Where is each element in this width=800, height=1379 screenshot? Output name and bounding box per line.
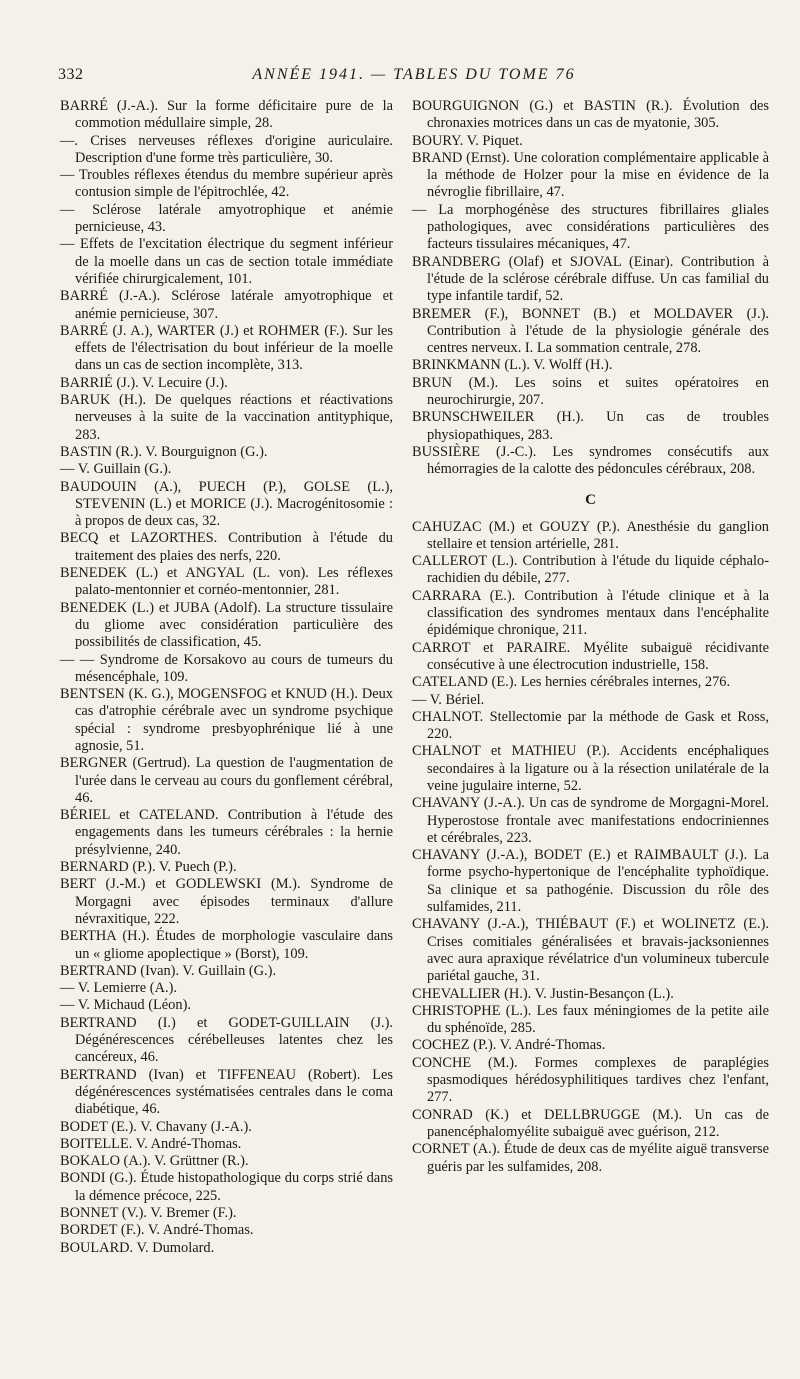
index-entry: BASTIN (R.). V. Bourguignon (G.). bbox=[60, 443, 268, 460]
index-entry: CONCHE (M.). Formes complexes de paraplégies spasmodiques hérédosyphilitiques tardives chez l'enfant, 277. bbox=[412, 1054, 769, 1106]
index-entry: CHALNOT et MATHIEU (P.). Accidents encéphaliques secondaires à la ligature ou à la résection unilatérale de la veine jugulaire interne, 52. bbox=[412, 743, 769, 794]
index-entry: — V. Guillain (G.). bbox=[60, 461, 172, 478]
index-entry: BERTRAND (Ivan) et TIFFENEAU (Robert). Les dégénérescences systématisées centrales dans le coma diabétique, 46. bbox=[60, 1066, 393, 1118]
index-entry: BAUDOUIN (A.), PUECH (P.), GOLSE (L.), STEVENIN (L.) et MORICE (J.). Macrogénitosomie : à propos de deux cas, 32. bbox=[60, 478, 393, 530]
index-entry: BOITELLE. V. André-Thomas. bbox=[60, 1135, 242, 1152]
index-entry: BUSSIÈRE (J.-C.). Les syndromes consécutifs aux hémorragies de la calotte des pédoncules cérébraux, 208. bbox=[412, 443, 769, 478]
index-entry: BECQ et LAZORTHES. Contribution à l'étude du traitement des plaies des nerfs, 220. bbox=[60, 530, 393, 564]
index-entry: CHEVALLIER (H.). V. Justin-Besançon (L.). bbox=[412, 985, 674, 1002]
index-entry: CORNET (A.). Étude de deux cas de myélite aiguë transverse guéris par les sulfamides, 208. bbox=[412, 1141, 769, 1175]
index-entry: — Troubles réflexes étendus du membre supérieur après contusion simple de l'épitrochlée, 42. bbox=[60, 167, 393, 201]
index-entry: BRINKMANN (L.). V. Wolff (H.). bbox=[412, 357, 613, 374]
index-entry: BONNET (V.). V. Bremer (F.). bbox=[60, 1205, 237, 1221]
index-entry: BENTSEN (K. G.), MOGENSFOG et KNUD (H.). Deux cas d'atrophie cérébrale avec un syndrome psychique spécial : syndrome presbyophrénique lié à une agnosie, 51. bbox=[60, 686, 393, 754]
index-entry: BRANDBERG (Olaf) et SJOVAL (Einar). Contribution à l'étude de la sclérose cérébrale diffuse. Un cas familial du type infantile tardif, 52. bbox=[412, 253, 769, 305]
index-entry: BENEDEK (L.) et JUBA (Adolf). La structure tissulaire du gliome avec considération particulière des possibilités de classification, 45. bbox=[60, 599, 393, 651]
index-entry: CATELAND (E.). Les hernies cérébrales internes, 276. bbox=[412, 674, 731, 691]
index-entry: BOURGUIGNON (G.) et BASTIN (R.). Évolution des chronaxies motrices dans un cas de myatonie, 305. bbox=[412, 98, 769, 132]
index-entry: BARUK (H.). De quelques réactions et réactivations nerveuses à la suite de la vaccination antityphique, 283. bbox=[60, 392, 393, 443]
index-entry: BENEDEK (L.) et ANGYAL (L. von). Les réflexes palato-mentonnier et cornéo-mentonnier, 281. bbox=[60, 565, 393, 599]
index-entry: COCHEZ (P.). V. André-Thomas. bbox=[412, 1037, 606, 1054]
index-entry: CARRARA (E.). Contribution à l'étude clinique et à la classification des syndromes mentaux dans l'encéphalite épidémique chronique, 211. bbox=[412, 587, 769, 639]
index-entry: CAHUZAC (M.) et GOUZY (P.). Anesthésie du ganglion stellaire et tension artérielle, 281. bbox=[412, 518, 769, 552]
index-entry: BERT (J.-M.) et GODLEWSKI (M.). Syndrome de Morgagni avec épisodes terminaux d'allure névraxitique, 222. bbox=[60, 876, 393, 927]
index-entry: CONRAD (K.) et DELLBRUGGE (M.). Un cas de panencéphalomyélite subaiguë avec guérison, 212. bbox=[412, 1106, 769, 1140]
page-number: 332 bbox=[58, 66, 84, 83]
index-entry: BOULARD. V. Dumolard. bbox=[60, 1239, 215, 1256]
index-entry: BODET (E.). V. Chavany (J.-A.). bbox=[60, 1118, 252, 1135]
index-entry: —. Crises nerveuses réflexes d'origine auriculaire. Description d'une forme très particulière, 30. bbox=[60, 132, 393, 166]
letter-c-entries bbox=[412, 519, 769, 1176]
index-entry: — V. Michaud (Léon). bbox=[60, 997, 191, 1014]
index-entry: — La morphogénèse des structures fibrillaires gliales pathologiques, avec considérations particulières des facteurs tissulaires mécaniques, 47. bbox=[412, 201, 769, 253]
index-entry: BORDET (F.). V. André-Thomas. bbox=[60, 1222, 254, 1239]
index-entry: BREMER (F.), BONNET (B.) et MOLDAVER (J.). Contribution à l'étude de la physiologie générale des centres nerveux. I. La sommation centrale, 278. bbox=[412, 305, 769, 357]
index-entry: BRUNSCHWEILER (H.). Un cas de troubles physiopathiques, 283. bbox=[412, 409, 769, 443]
index-entry: BERTRAND (Ivan). V. Guillain (G.). bbox=[60, 962, 277, 979]
page-header bbox=[58, 66, 770, 90]
left-index-column bbox=[60, 98, 393, 1257]
index-entry: CHRISTOPHE (L.). Les faux méningiomes de la petite aile du sphénoïde, 285. bbox=[412, 1002, 769, 1037]
index-entry: — Sclérose latérale amyotrophique et anémie pernicieuse, 43. bbox=[60, 201, 393, 236]
index-entry: — — Syndrome de Korsakovo au cours de tumeurs du mésencéphale, 109. bbox=[60, 651, 393, 685]
index-entry: BRUN (M.). Les soins et suites opératoires en neurochirurgie, 207. bbox=[412, 374, 769, 409]
section-letter-c: C bbox=[585, 491, 596, 508]
index-entry: BONDI (G.). Étude histopathologique du corps strié dans la démence précoce, 225. bbox=[60, 1170, 393, 1204]
index-entry: BOKALO (A.). V. Grüttner (R.). bbox=[60, 1153, 249, 1170]
index-entry: CHAVANY (J.-A.), THIÉBAUT (F.) et WOLINETZ (E.). Crises comitiales généralisées et bravais-jacksoniennes avec aura apraxique révélatrice d'un volumineux tubercule pariétal gauche, 31. bbox=[412, 916, 769, 985]
index-entry: CHALNOT. Stellectomie par la méthode de Gask et Ross, 220. bbox=[412, 708, 769, 743]
index-entry: BRAND (Ernst). Une coloration complémentaire applicable à la méthode de Holzer pour la mise en évidence de la névroglie fibrillaire, 47. bbox=[412, 149, 769, 201]
index-entry: — Effets de l'excitation électrique du segment inférieur de la moelle dans un cas de section totale immédiate vérifiée chirurgicalement, 101. bbox=[60, 236, 393, 287]
index-entry: CHAVANY (J.-A.), BODET (E.) et RAIMBAULT (J.). La forme psycho-hypertonique de l'encéphalite typhoïdique. Sa clinique et sa pathogénie. Discussion du rôle des sulfamides, 211. bbox=[412, 847, 769, 916]
index-entry: BOURY. V. Piquet. bbox=[412, 132, 523, 149]
index-entry: — V. Bériel. bbox=[412, 691, 485, 708]
index-entry: BÉRIEL et CATELAND. Contribution à l'étude des engagements dans les tumeurs cérébrales : la hernie présylvienne, 240. bbox=[60, 807, 393, 858]
index-entry: BARRIÉ (J.). V. Lecuire (J.). bbox=[60, 374, 228, 391]
index-entry: BERTRAND (I.) et GODET-GUILLAIN (J.). Dégénérescences cérébelleuses latentes chez les cancéreux, 46. bbox=[60, 1014, 393, 1066]
index-entry: BARRÉ (J. A.), WARTER (J.) et ROHMER (F.). Sur les effets de l'électrisation du bout inférieur de la moelle dans un cas de section incomplète, 313. bbox=[60, 322, 393, 374]
running-title: ANNÉE 1941. — TABLES DU TOME 76 bbox=[252, 66, 576, 83]
right-index-column bbox=[412, 98, 769, 1176]
index-entry: BERTHA (H.). Études de morphologie vasculaire dans un « gliome apoplectique » (Borst), 109. bbox=[60, 928, 393, 962]
index-entry: BARRÉ (J.-A.). Sur la forme déficitaire pure de la commotion médullaire simple, 28. bbox=[60, 98, 393, 132]
index-entry: CALLEROT (L.). Contribution à l'étude du liquide céphalo-rachidien du débile, 277. bbox=[412, 553, 769, 587]
index-entry: CARROT et PARAIRE. Myélite subaiguë récidivante consécutive à une électrocution industrielle, 158. bbox=[412, 639, 769, 673]
index-entry: CHAVANY (J.-A.). Un cas de syndrome de Morgagni-Morel. Hyperostose frontale avec manifestations endocriniennes et cérébrales, 223. bbox=[412, 795, 769, 846]
index-entry: BARRÉ (J.-A.). Sclérose latérale amyotrophique et anémie pernicieuse, 307. bbox=[60, 288, 393, 322]
index-entry: BERNARD (P.). V. Puech (P.). bbox=[60, 859, 237, 876]
index-entry: BERGNER (Gertrud). La question de l'augmentation de l'urée dans le cerveau au cours du gonflement cérébral, 46. bbox=[60, 755, 393, 806]
letter-b-entries bbox=[412, 98, 769, 479]
index-entry: — V. Lemierre (A.). bbox=[60, 980, 177, 997]
